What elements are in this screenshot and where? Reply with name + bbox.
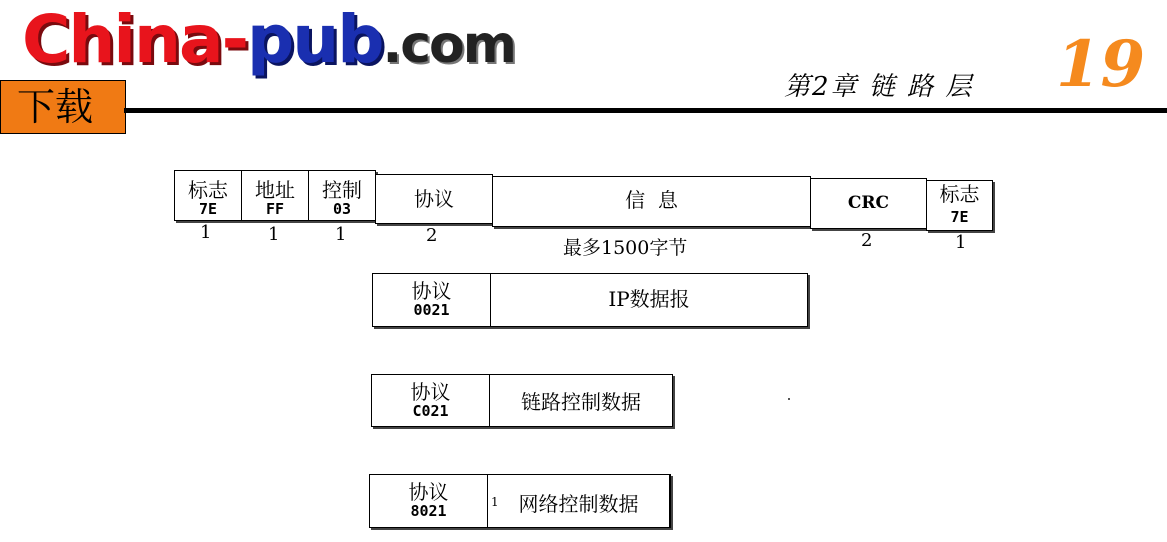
frame-field	[493, 177, 810, 226]
field-label: 标志	[939, 182, 980, 206]
field-label: 地址	[255, 178, 295, 202]
protocol-label: 协议	[410, 380, 451, 404]
protocol-lcp-box	[371, 374, 673, 427]
frame-field	[242, 171, 308, 220]
payload-label: 链路控制数据	[521, 390, 641, 414]
payload-label: 网络控制数据	[518, 492, 639, 516]
protocol-label: 协议	[408, 480, 449, 504]
protocol-label: 协议	[411, 279, 452, 303]
field-code: 7E	[950, 208, 969, 226]
header-rule	[124, 108, 1167, 113]
field-label: CRC	[847, 193, 890, 213]
protocol-code: 0021	[413, 301, 450, 319]
field-size: 2	[861, 230, 873, 251]
field-label: 标志	[188, 178, 228, 202]
chapter-title: 第2章 链 路 层	[784, 72, 974, 102]
payload-field	[491, 274, 807, 326]
frame-field	[175, 171, 241, 220]
china-pub-logo	[22, 0, 515, 85]
field-size: 1	[200, 222, 212, 243]
field-label: 信 息	[625, 188, 678, 212]
protocol-code: 8021	[410, 502, 447, 520]
frame-field	[811, 179, 926, 228]
field-code: 03	[332, 200, 352, 218]
page-number: 19	[1056, 27, 1146, 102]
payload-field	[488, 475, 670, 527]
frame-control-box	[308, 170, 376, 221]
protocol-ncp-box	[369, 474, 671, 528]
frame-info-box	[492, 176, 811, 227]
field-label: 控制	[322, 178, 362, 202]
field-size: 1	[268, 224, 280, 245]
frame-field	[309, 171, 375, 220]
field-label: 协议	[414, 187, 454, 211]
field-size: 2	[426, 225, 438, 246]
protocol-code: C021	[412, 402, 449, 420]
protocol-field	[370, 475, 488, 527]
frame-protocol-box	[375, 174, 493, 224]
payload-field	[490, 375, 672, 426]
field-size: 1	[335, 224, 347, 245]
field-code: FF	[265, 200, 285, 218]
frame-field	[927, 181, 992, 230]
stray-dot	[788, 398, 790, 400]
logo-part-com: .com	[382, 15, 515, 75]
protocol-field	[373, 274, 491, 326]
frame-flag-end-box	[926, 180, 993, 231]
payload-marker: 1	[491, 495, 499, 509]
frame-field	[376, 175, 492, 223]
protocol-ip-box	[372, 273, 808, 327]
field-code: 7E	[198, 200, 218, 218]
logo-part-china: China-	[22, 1, 247, 78]
frame-flag-start-box	[174, 170, 242, 221]
info-size-note: 最多1500字节	[563, 237, 688, 259]
frame-crc-box	[810, 178, 927, 229]
frame-address-box	[241, 170, 309, 221]
payload-label: IP数据报	[608, 287, 690, 311]
logo-part-pub: pub	[246, 1, 383, 78]
field-size: 1	[955, 232, 967, 253]
protocol-field	[372, 375, 490, 426]
download-badge[interactable]: 下载	[0, 80, 126, 134]
